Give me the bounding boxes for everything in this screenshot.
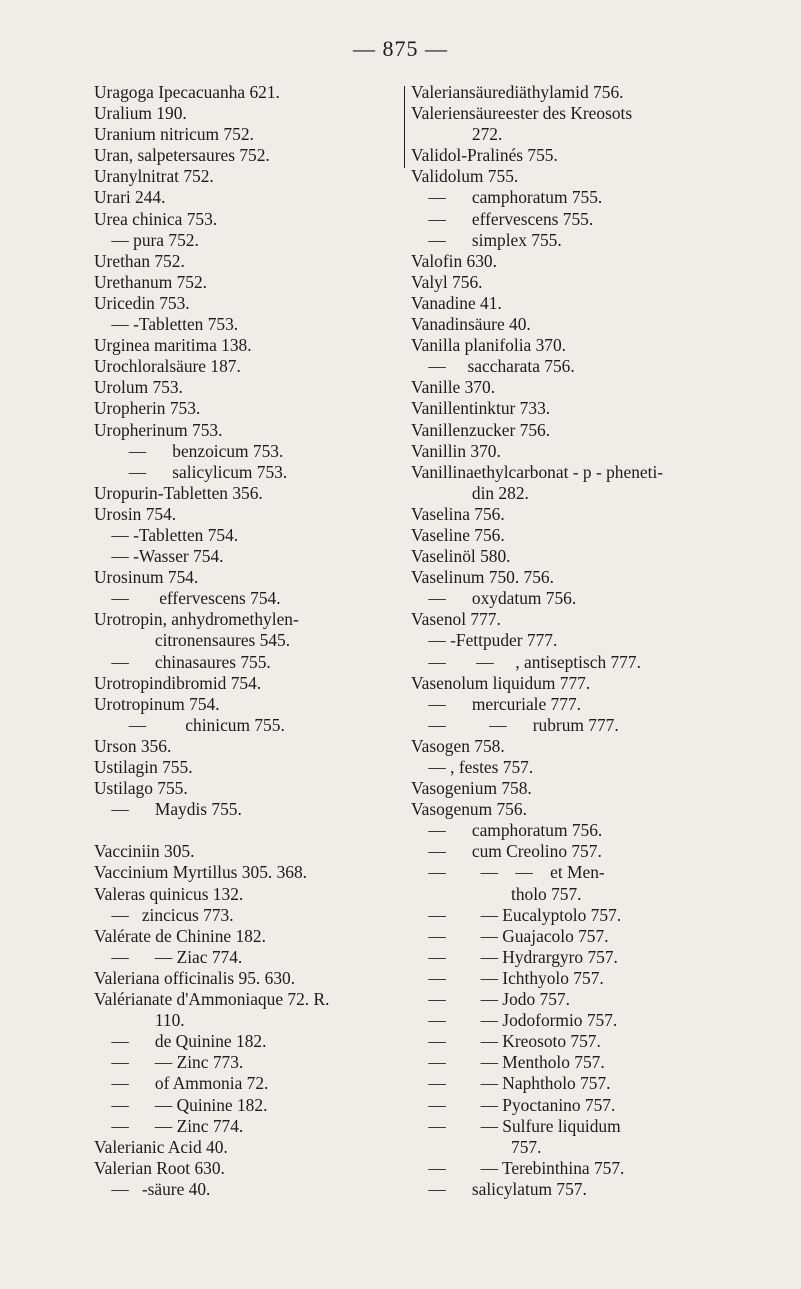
index-entry: Uropherin 753.	[94, 398, 201, 419]
index-entry: Valérianate d'Ammoniaque 72. R.	[94, 989, 330, 1010]
index-entry: — saccharata 756.	[411, 356, 575, 377]
index-entry: Ustilagin 755.	[94, 757, 193, 777]
index-entry: — -Tabletten 754.	[94, 524, 239, 545]
index-entry: — — Eucalyptolo 757.	[411, 904, 622, 925]
index-entry: Uranylnitrat 752.	[94, 166, 214, 187]
index-entry: Vasenolum liquidum 777.	[411, 672, 591, 693]
index-entry: — oxydatum 756.	[411, 588, 577, 609]
index-entry: Vaseline 756.	[411, 524, 505, 545]
index-entry: — -Wasser 754.	[94, 546, 224, 567]
index-entry: — — Terebinthina 757.	[411, 1157, 625, 1178]
index-entry: — salicylicum 753.	[94, 461, 288, 482]
right-column	[411, 82, 771, 1200]
index-entry: Valofin 630.	[411, 250, 497, 271]
index-entry: 110.	[94, 1010, 185, 1031]
index-entry: Vaccinium Myrtillus 305. 368.	[94, 862, 308, 883]
index-entry: Uropherinum 753.	[94, 419, 223, 440]
index-entry	[94, 820, 400, 841]
index-entry: — — Sulfure liquidum	[411, 1115, 621, 1136]
index-entry: Urethanum 752.	[94, 271, 208, 292]
index-entry: — — Pyoctanino 757.	[411, 1094, 616, 1115]
index-entry: — chinicum 755.	[94, 714, 285, 735]
index-entry: — zincicus 773.	[94, 904, 234, 925]
index-entry: — — Kreosoto 757.	[411, 1031, 601, 1052]
index-entry: — — Naphtholo 757.	[411, 1073, 611, 1094]
index-entry: Vanillin 370.	[411, 440, 501, 461]
page-number: — 875 —	[353, 36, 448, 61]
index-entry: — camphoratum 756.	[411, 820, 603, 841]
index-entry: — — Ziac 774.	[94, 946, 243, 967]
index-entry: Urotropin, anhydromethylen-	[94, 609, 299, 630]
index-entry: — benzoicum 753.	[94, 440, 284, 461]
index-entry: Urotropinum 754.	[94, 693, 220, 714]
index-entry: Vanillenzucker 756.	[411, 419, 551, 440]
index-entry: Uropurin-Tabletten 356.	[94, 482, 263, 503]
index-entry: 757.	[411, 1136, 542, 1157]
index-entry: citronensaures 545.	[94, 630, 291, 651]
index-entry: Urethan 752.	[94, 250, 185, 271]
index-entry: — de Quinine 182.	[94, 1031, 267, 1052]
index-entry: — — Guajacolo 757.	[411, 925, 609, 946]
index-entry: — — Zinc 774.	[94, 1115, 244, 1136]
index-entry: Vanadine 41.	[411, 292, 502, 313]
index-entry: Vaselinum 750. 756.	[411, 567, 554, 588]
index-entry: Urari 244.	[94, 187, 166, 208]
index-entry: Urson 356.	[94, 735, 172, 756]
index-entry: — — Jodoformio 757.	[411, 1010, 618, 1031]
left-column	[94, 82, 400, 1200]
index-entry: Valérate de Chinine 182.	[94, 925, 266, 946]
index-entry: — -säure 40.	[94, 1178, 211, 1199]
index-entry: — -Tabletten 753.	[94, 314, 239, 335]
index-entry: — — — et Men-	[411, 862, 605, 883]
index-entry: Vasenol 777.	[411, 609, 501, 630]
index-entry: — of Ammonia 72.	[94, 1073, 269, 1094]
index-entry: tholo 757.	[411, 883, 582, 904]
index-entry: Uricedin 753.	[94, 292, 190, 313]
index-entry: Uralium 190.	[94, 103, 187, 124]
index-entry: Validolum 755.	[411, 166, 519, 187]
index-entry: — pura 752.	[94, 229, 199, 250]
index-entry: Urotropindibromid 754.	[94, 672, 262, 693]
index-entry: — — Hydrargyro 757.	[411, 946, 618, 967]
index-entry: Vanillinaethylcarbonat - p - pheneti-	[411, 461, 664, 482]
index-entry: Vanille 370.	[411, 377, 496, 398]
index-entry: Uran, salpetersaures 752.	[94, 145, 270, 166]
index-entry: Validol-Pralinés 755.	[411, 145, 558, 166]
index-entry: — , festes 757.	[411, 757, 534, 777]
index-entry: Valyl 756.	[411, 271, 483, 292]
index-entry: — effervescens 755.	[411, 208, 594, 229]
index-entry: Valerian Root 630.	[94, 1157, 225, 1178]
index-entry: — simplex 755.	[411, 229, 562, 250]
index-entry: — salicylatum 757.	[411, 1178, 587, 1199]
index-entry: Valeriensäureester des Kreosots	[411, 103, 633, 124]
index-entry: 272.	[411, 124, 503, 145]
index-entry: Vasogen 758.	[411, 735, 505, 756]
index-entry: Vasogenum 756.	[411, 799, 527, 820]
index-entry: Vaselinöl 580.	[411, 546, 511, 567]
index-entry: Vaselina 756.	[411, 503, 505, 524]
index-entry: — — Jodo 757.	[411, 989, 570, 1010]
index-entry: — chinasaures 755.	[94, 651, 271, 672]
index-entry: Ustilago 755.	[94, 778, 188, 799]
index-entry: — cum Creolino 757.	[411, 841, 602, 862]
index-entry: — effervescens 754.	[94, 588, 281, 609]
index-entry: din 282.	[411, 482, 529, 503]
index-entry: — camphoratum 755.	[411, 187, 603, 208]
index-entry: Uranium nitricum 752.	[94, 124, 254, 145]
index-entry: Urea chinica 753.	[94, 208, 218, 229]
index-entry: Vacciniin 305.	[94, 841, 195, 862]
index-entry: — — , antiseptisch 777.	[411, 651, 641, 672]
index-entry: Vasogenium 758.	[411, 778, 532, 799]
index-entry: — -Fettpuder 777.	[411, 630, 558, 651]
index-entry: Urginea maritima 138.	[94, 335, 252, 356]
index-entry: Uragoga Ipecacuanha 621.	[94, 82, 280, 102]
index-entry: — — rubrum 777.	[411, 714, 619, 735]
index-entry: Urosin 754.	[94, 503, 177, 524]
index-entry: Valeras quinicus 132.	[94, 883, 244, 904]
index-entry: — — Zinc 773.	[94, 1052, 244, 1073]
index-entry: — Maydis 755.	[94, 799, 242, 820]
index-entry: Vanadinsäure 40.	[411, 314, 531, 335]
index-entry: — — Ichthyolo 757.	[411, 967, 604, 988]
index-entry: — — Mentholo 757.	[411, 1052, 605, 1073]
index-entry: Vanilla planifolia 370.	[411, 335, 567, 356]
index-entry: Vanillentinktur 733.	[411, 398, 551, 419]
index-entry: Urolum 753.	[94, 377, 183, 398]
index-entry: Valerianic Acid 40.	[94, 1136, 228, 1157]
index-entry: Urochloralsäure 187.	[94, 356, 241, 377]
index-entry: Valeriana officinalis 95. 630.	[94, 967, 296, 988]
index-entry: — — Quinine 182.	[94, 1094, 268, 1115]
column-divider	[404, 86, 405, 168]
index-entry: Valeriansäurediäthylamid 756.	[411, 82, 624, 102]
index-entry: — mercuriale 777.	[411, 693, 581, 714]
index-entry: Urosinum 754.	[94, 567, 199, 588]
